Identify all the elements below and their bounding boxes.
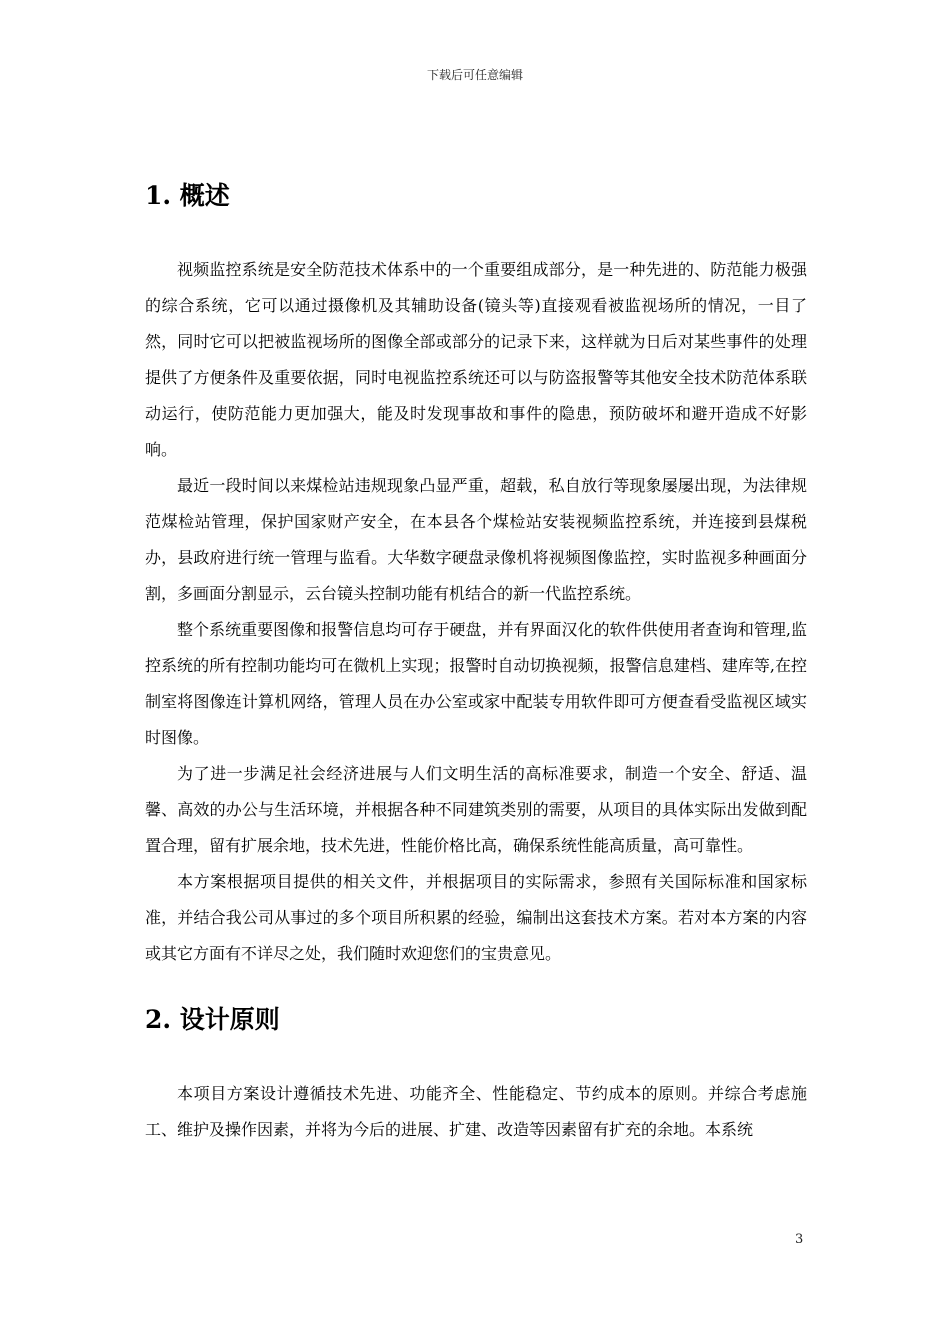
overview-paragraph-2: 最近一段时间以来煤检站违规现象凸显严重，超载，私自放行等现象屡屡出现，为法律规范煤检站管理，保护国家财产安全，在本县各个煤检站安装视频监控系统，并连接到县煤税办，县政府进行统一管理与监看。大华数字硬盘录像机将视频图像监控，实时监视多种画面分割，多画面分割显示，云台镜头控制功能有机结合的新一代监控系统。 <box>145 476 807 603</box>
overview-paragraph-5: 本方案根据项目提供的相关文件，并根据项目的实际需求，参照有关国际标准和国家标准，并结合我公司从事过的多个项目所积累的经验，编制出这套技术方案。若对本方案的内容或其它方面有不详尽之处，我们随时欢迎您们的宝贵意见。 <box>145 872 807 963</box>
section-heading-design-principles: 2. 设计原则 <box>145 1005 280 1034</box>
design-principles-paragraph-1: 本项目方案设计遵循技术先进、功能齐全、性能稳定、节约成本的原则。并综合考虑施工、维护及操作因素，并将为今后的进展、扩建、改造等因素留有扩充的余地。本系统 <box>145 1084 807 1139</box>
section-heading-overview: 1. 概述 <box>145 181 230 210</box>
overview-paragraph-1: 视频监控系统是安全防范技术体系中的一个重要组成部分，是一种先进的、防范能力极强的综合系统，它可以通过摄像机及其辅助设备(镜头等)直接观看被监视场所的情况，一目了然，同时它可以把被监视场所的图像全部或部分的记录下来，这样就为日后对某些事件的处理提供了方便条件及重要依据，同时电视监控系统还可以与防盗报警等其他安全技术防范体系联动运行，使防范能力更加强大，能及时发现事故和事件的隐患，预防破坏和避开造成不好影响。 <box>145 260 807 459</box>
document-body <box>145 176 807 1148</box>
page-number: 3 <box>795 1232 804 1247</box>
overview-paragraph-3: 整个系统重要图像和报警信息均可存于硬盘，并有界面汉化的软件供使用者查询和管理,监控系统的所有控制功能均可在微机上实现；报警时自动切换视频，报警信息建档、建库等,在控制室将图像连计算机网络，管理人员在办公室或家中配装专用软件即可方便查看受监视区域实时图像。 <box>145 620 807 747</box>
overview-paragraph-4: 为了进一步满足社会经济进展与人们文明生活的高标准要求，制造一个安全、舒适、温馨、高效的办公与生活环境，并根据各种不同建筑类别的需要，从项目的具体实际出发做到配置合理，留有扩展余地，技术先进，性能价格比高，确保系统性能高质量，高可靠性。 <box>145 764 807 855</box>
header-note: 下载后可任意编辑 <box>426 68 523 82</box>
